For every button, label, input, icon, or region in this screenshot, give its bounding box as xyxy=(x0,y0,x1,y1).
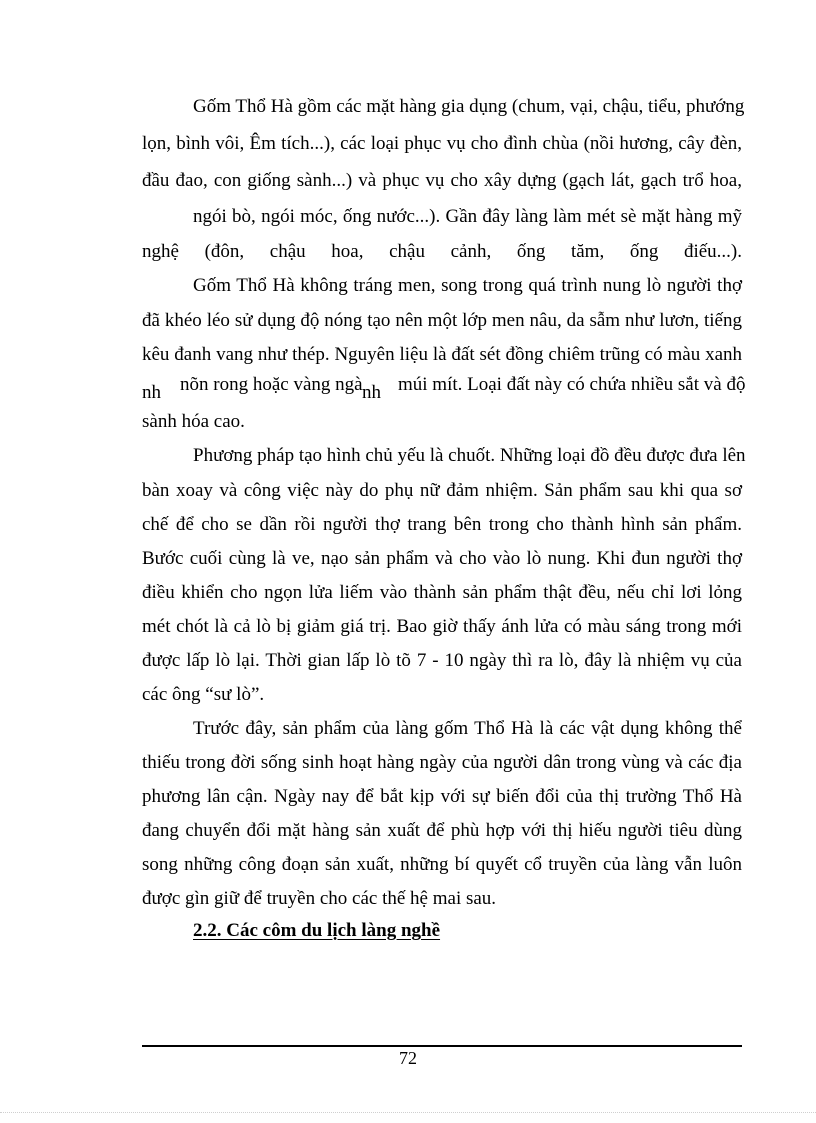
text-fragment: múi mít. Loại đất này có chứa nhiều sắt và độ xyxy=(398,374,746,395)
text-line: nghệ (đôn, chậu hoa, chậu cảnh, ống tăm, ống điếu...). xyxy=(142,241,742,262)
text-line: song những công đoạn sản xuất, những bí quyết cổ truyền của làng vẫn luôn xyxy=(142,854,742,875)
footer-rule xyxy=(142,1045,742,1047)
text-line: Phương pháp tạo hình chủ yếu là chuốt. Những loại đồ đều được đưa lên xyxy=(193,445,746,466)
text-fragment: nh xyxy=(142,382,161,403)
text-line: điều khiển cho ngọn lửa liếm vào thành sản phẩm thật đều, nếu chỉ lơi lỏng xyxy=(142,582,742,603)
text-line: đang chuyển đổi mặt hàng sản xuất để phù hợp với thị hiếu người tiêu dùng xyxy=(142,820,742,841)
text-line: các ông “sư lò”. xyxy=(142,684,265,705)
text-line: mét chót là cả lò bị giảm giá trị. Bao giờ thấy ánh lửa có màu sáng trong mới xyxy=(142,616,742,637)
text-fragment: nh xyxy=(362,382,381,403)
text-line: Gốm Thổ Hà không tráng men, song trong quá trình nung lò người thợ xyxy=(193,275,742,296)
text-line: đã khéo léo sử dụng độ nóng tạo nên một lớp men nâu, da sẫm như lươn, tiếng xyxy=(142,310,742,331)
text-line: kêu đanh vang như thép. Nguyên liệu là đất sét đồng chiêm trũng có màu xanh xyxy=(142,344,742,365)
text-line: sành hóa cao. xyxy=(142,411,245,432)
text-line: chế để cho se dần rồi người thợ trang bên trong cho thành hình sản phẩm. xyxy=(142,514,742,535)
text-line: phương lân cận. Ngày nay để bắt kịp với sự biến đổi của thị trường Thổ Hà xyxy=(142,786,742,807)
text-line: bàn xoay và công việc này do phụ nữ đảm nhiệm. Sản phẩm sau khi qua sơ xyxy=(142,480,742,501)
text-line: lọn, bình vôi, Êm tích...), các loại phục vụ cho đình chùa (nồi hương, cây đèn, xyxy=(142,133,742,154)
text-line: Trước đây, sản phẩm của làng gốm Thổ Hà là các vật dụng không thể xyxy=(193,718,742,739)
text-line: Bước cuối cùng là ve, nạo sản phẩm và cho vào lò nung. Khi đun người thợ xyxy=(142,548,742,569)
page-number: 72 xyxy=(399,1048,417,1068)
section-heading: 2.2. Các côm du lịch làng nghề xyxy=(193,920,441,941)
text-line: đầu đao, con giống sành...) và phục vụ cho xây dựng (gạch lát, gạch trổ hoa, xyxy=(142,170,742,191)
page-edge-divider xyxy=(0,1112,816,1113)
text-fragment: nõn rong hoặc vàng ngà xyxy=(180,374,363,395)
text-line: được gìn giữ để truyền cho các thế hệ mai sau. xyxy=(142,888,497,909)
text-line: Gốm Thổ Hà gồm các mặt hàng gia dụng (chum, vại, chậu, tiểu, phướng xyxy=(193,96,745,117)
text-line: ngói bò, ngói móc, ống nước...). Gần đây làng làm mét sè mặt hàng mỹ xyxy=(193,206,742,227)
text-line: được lấp lò lại. Thời gian lấp lò tõ 7 - 10 ngày thì ra lò, đây là nhiệm vụ của xyxy=(142,650,742,671)
text-line: thiếu trong đời sống sinh hoạt hàng ngày của người dân trong vùng và các địa xyxy=(142,752,742,773)
